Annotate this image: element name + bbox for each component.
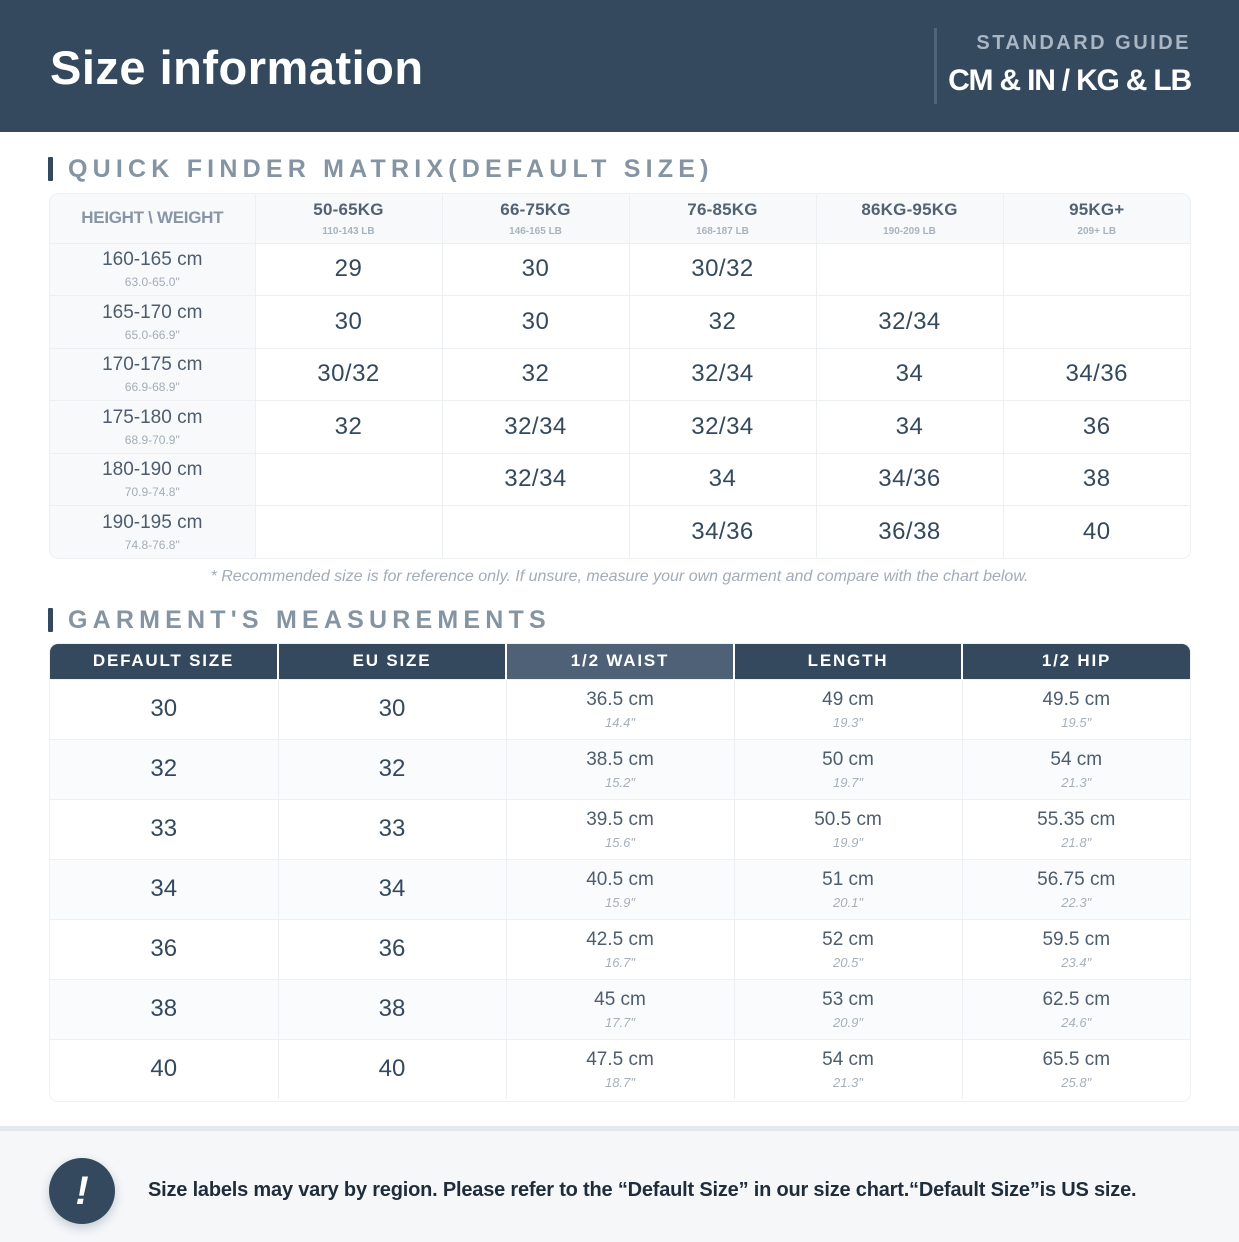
- exclamation-mark: !: [75, 1168, 89, 1213]
- length-in-value: 20.1": [833, 894, 863, 910]
- matrix-row: [50, 401, 1190, 454]
- height-in-label: 74.8-76.8": [124, 538, 180, 552]
- height-in-label: 65.0-66.9": [124, 327, 180, 342]
- waist-measurement-cell: [506, 679, 734, 739]
- waist-measurement-cell: [506, 739, 734, 799]
- recommended-size-cell: [442, 506, 629, 559]
- weight-lb-label: 190-209 LB: [883, 225, 936, 237]
- eu-size-cell: 34: [278, 859, 506, 919]
- matrix-row: [50, 243, 1190, 296]
- height-row-header: [50, 243, 255, 296]
- garment-row: [50, 919, 1190, 979]
- length-measurement-cell: [734, 919, 962, 979]
- recommended-size-cell: [255, 506, 442, 559]
- matrix-section-title: QUICK FINDER MATRIX(DEFAULT SIZE): [68, 154, 714, 183]
- height-cm-label: 165-170 cm: [102, 301, 203, 323]
- hip-measurement-cell: [962, 859, 1190, 919]
- header-divider: [934, 28, 937, 104]
- reference-note: * Recommended size is for reference only. If unsure, measure your own garment and compare with the chart below.: [210, 568, 1029, 585]
- recommended-size-cell: 30: [255, 296, 442, 349]
- weight-lb-label: 168-187 LB: [696, 225, 749, 237]
- waist-measurement-cell: [506, 979, 734, 1039]
- eu-size-cell: 40: [278, 1039, 506, 1099]
- waist-cm-value: 39.5 cm: [586, 808, 654, 830]
- recommended-size-cell: [1003, 296, 1190, 349]
- eu-size-cell: 30: [278, 679, 506, 739]
- length-measurement-cell: [734, 679, 962, 739]
- garment-row: [50, 799, 1190, 859]
- recommended-size-cell: 34: [816, 401, 1003, 454]
- hip-in-value: 25.8": [1061, 1074, 1092, 1090]
- length-cm-value: 54 cm: [822, 1048, 874, 1070]
- matrix-section-heading: [48, 156, 714, 182]
- recommended-size-cell: 30: [442, 243, 629, 296]
- recommended-size-cell: 32/34: [442, 453, 629, 506]
- recommended-size-cell: 32/34: [629, 348, 816, 401]
- recommended-size-cell: 32/34: [629, 401, 816, 454]
- height-row-header: [50, 453, 255, 506]
- length-cm-value: 53 cm: [822, 988, 874, 1010]
- weight-column-header: [1003, 194, 1190, 243]
- recommended-size-cell: 29: [255, 243, 442, 296]
- garment-row: [50, 979, 1190, 1039]
- hip-cm-value: 49.5 cm: [1042, 688, 1111, 710]
- height-row-header: [50, 506, 255, 559]
- height-in-label: 63.0-65.0": [124, 275, 180, 290]
- weight-kg-label: 95KG+: [1069, 199, 1125, 219]
- matrix-row: [50, 348, 1190, 401]
- recommended-size-cell: 34: [629, 453, 816, 506]
- length-cm-value: 51 cm: [822, 868, 874, 890]
- height-row-header: [50, 348, 255, 401]
- eu-size-cell: 38: [278, 979, 506, 1039]
- default-size-cell: 33: [50, 799, 278, 859]
- weight-kg-label: 86KG-95KG: [861, 199, 958, 219]
- height-in-label: 68.9-70.9": [124, 432, 180, 447]
- hip-in-value: 21.8": [1061, 834, 1092, 850]
- waist-cm-value: 45 cm: [594, 988, 646, 1010]
- recommended-size-cell: [816, 243, 1003, 296]
- waist-cm-value: 40.5 cm: [586, 868, 654, 890]
- hip-cm-value: 55.35 cm: [1037, 808, 1116, 830]
- hip-in-value: 23.4": [1061, 954, 1092, 970]
- length-in-value: 19.9": [833, 834, 863, 850]
- recommended-size-cell: 34/36: [629, 506, 816, 559]
- garment-column-header: LENGTH: [734, 644, 962, 679]
- matrix-row: [50, 506, 1190, 559]
- recommended-size-cell: 38: [1003, 453, 1190, 506]
- hip-cm-value: 59.5 cm: [1042, 928, 1111, 950]
- hip-measurement-cell: [962, 739, 1190, 799]
- hip-in-value: 24.6": [1061, 1014, 1092, 1030]
- length-in-value: 20.9": [833, 1014, 863, 1030]
- garment-column-header: 1/2 WAIST: [506, 644, 734, 679]
- recommended-size-cell: 34/36: [816, 453, 1003, 506]
- recommended-size-cell: 32: [255, 401, 442, 454]
- weight-lb-label: 146-165 LB: [509, 225, 562, 237]
- weight-column-header: [442, 194, 629, 243]
- eu-size-cell: 33: [278, 799, 506, 859]
- length-measurement-cell: [734, 859, 962, 919]
- section-marker: [48, 157, 53, 181]
- recommended-size-cell: 32/34: [442, 401, 629, 454]
- hip-in-value: 22.3": [1061, 894, 1092, 910]
- waist-measurement-cell: [506, 919, 734, 979]
- recommended-size-cell: 34: [816, 348, 1003, 401]
- garment-measurements-table: [50, 644, 1190, 1101]
- waist-measurement-cell: [506, 859, 734, 919]
- hip-in-value: 21.3": [1061, 774, 1092, 790]
- matrix-row: [50, 296, 1190, 349]
- length-measurement-cell: [734, 739, 962, 799]
- matrix-row: [50, 453, 1190, 506]
- default-size-cell: 32: [50, 739, 278, 799]
- waist-in-value: 15.9": [605, 894, 635, 910]
- hip-cm-value: 54 cm: [1050, 748, 1103, 770]
- waist-measurement-cell: [506, 1039, 734, 1099]
- garment-column-header: 1/2 HIP: [962, 644, 1190, 679]
- recommended-size-cell: 32: [629, 296, 816, 349]
- weight-column-header: [816, 194, 1003, 243]
- height-row-header: [50, 401, 255, 454]
- length-cm-value: 50.5 cm: [814, 808, 882, 830]
- waist-in-value: 16.7": [605, 954, 635, 970]
- quick-finder-matrix: [50, 194, 1190, 558]
- recommended-size-cell: [255, 453, 442, 506]
- waist-in-value: 14.4": [605, 714, 635, 730]
- standard-guide-label: STANDARD GUIDE: [976, 32, 1191, 54]
- recommended-size-cell: 36: [1003, 401, 1190, 454]
- hip-measurement-cell: [962, 919, 1190, 979]
- eu-size-cell: 36: [278, 919, 506, 979]
- height-cm-label: 180-190 cm: [102, 459, 203, 481]
- weight-lb-label: 209+ LB: [1077, 225, 1117, 237]
- height-cm-label: 160-165 cm: [102, 249, 203, 271]
- garment-row: [50, 859, 1190, 919]
- waist-in-value: 18.7": [605, 1074, 635, 1090]
- hip-cm-value: 65.5 cm: [1042, 1048, 1111, 1070]
- length-cm-value: 52 cm: [822, 928, 874, 950]
- waist-measurement-cell: [506, 799, 734, 859]
- default-size-cell: 38: [50, 979, 278, 1039]
- waist-cm-value: 42.5 cm: [586, 928, 654, 950]
- recommended-size-cell: 30: [442, 296, 629, 349]
- default-size-cell: 34: [50, 859, 278, 919]
- length-cm-value: 50 cm: [822, 748, 874, 770]
- length-in-value: 19.7": [833, 774, 863, 790]
- hip-measurement-cell: [962, 1039, 1190, 1099]
- eu-size-cell: 32: [278, 739, 506, 799]
- waist-in-value: 17.7": [605, 1014, 635, 1030]
- garment-column-header: DEFAULT SIZE: [50, 644, 278, 679]
- height-in-label: 66.9-68.9": [124, 380, 180, 395]
- waist-cm-value: 47.5 cm: [586, 1048, 654, 1070]
- units-label: CM & IN / KG & LB: [948, 64, 1191, 97]
- matrix-corner-label: HEIGHT \ WEIGHT: [50, 194, 255, 243]
- page-header: [0, 0, 1239, 132]
- recommended-size-cell: 40: [1003, 506, 1190, 559]
- length-cm-value: 49 cm: [822, 688, 874, 710]
- length-measurement-cell: [734, 799, 962, 859]
- waist-cm-value: 38.5 cm: [586, 748, 654, 770]
- weight-column-header: [629, 194, 816, 243]
- length-in-value: 21.3": [833, 1074, 863, 1090]
- default-size-cell: 40: [50, 1039, 278, 1099]
- hip-measurement-cell: [962, 679, 1190, 739]
- exclamation-icon: [49, 1158, 115, 1224]
- length-in-value: 19.3": [833, 714, 863, 730]
- garment-row: [50, 679, 1190, 739]
- garment-row: [50, 1039, 1190, 1099]
- default-size-cell: 36: [50, 919, 278, 979]
- waist-cm-value: 36.5 cm: [586, 688, 654, 710]
- page-title: Size information: [50, 41, 424, 94]
- waist-in-value: 15.2": [605, 774, 635, 790]
- recommended-size-cell: 30/32: [255, 348, 442, 401]
- height-cm-label: 170-175 cm: [102, 354, 203, 376]
- hip-measurement-cell: [962, 979, 1190, 1039]
- recommended-size-cell: 34/36: [1003, 348, 1190, 401]
- weight-column-header: [255, 194, 442, 243]
- waist-in-value: 15.6": [605, 834, 635, 850]
- garment-section-title: GARMENT'S MEASUREMENTS: [68, 605, 551, 634]
- height-in-label: 70.9-74.8": [124, 485, 180, 500]
- hip-in-value: 19.5": [1061, 714, 1092, 730]
- garment-row: [50, 739, 1190, 799]
- footer-message: Size labels may vary by region. Please refer to the “Default Size” in our size chart.“Default Size”is US size.: [148, 1179, 1137, 1201]
- weight-lb-label: 110-143 LB: [322, 225, 375, 237]
- recommended-size-cell: 32/34: [816, 296, 1003, 349]
- length-measurement-cell: [734, 1039, 962, 1099]
- hip-measurement-cell: [962, 799, 1190, 859]
- length-in-value: 20.5": [833, 954, 863, 970]
- recommended-size-cell: 32: [442, 348, 629, 401]
- height-cm-label: 190-195 cm: [102, 512, 203, 533]
- height-cm-label: 175-180 cm: [102, 406, 203, 428]
- footer-notice: [0, 1126, 1239, 1242]
- weight-kg-label: 76-85KG: [687, 199, 758, 219]
- default-size-cell: 30: [50, 679, 278, 739]
- hip-cm-value: 56.75 cm: [1037, 868, 1116, 890]
- hip-cm-value: 62.5 cm: [1042, 988, 1111, 1010]
- garment-section-heading: [48, 607, 551, 633]
- recommended-size-cell: 36/38: [816, 506, 1003, 559]
- weight-kg-label: 66-75KG: [500, 199, 571, 219]
- weight-kg-label: 50-65KG: [313, 199, 384, 219]
- length-measurement-cell: [734, 979, 962, 1039]
- recommended-size-cell: [1003, 243, 1190, 296]
- height-row-header: [50, 296, 255, 349]
- recommended-size-cell: 30/32: [629, 243, 816, 296]
- section-marker: [48, 608, 53, 632]
- garment-column-header: EU SIZE: [278, 644, 506, 679]
